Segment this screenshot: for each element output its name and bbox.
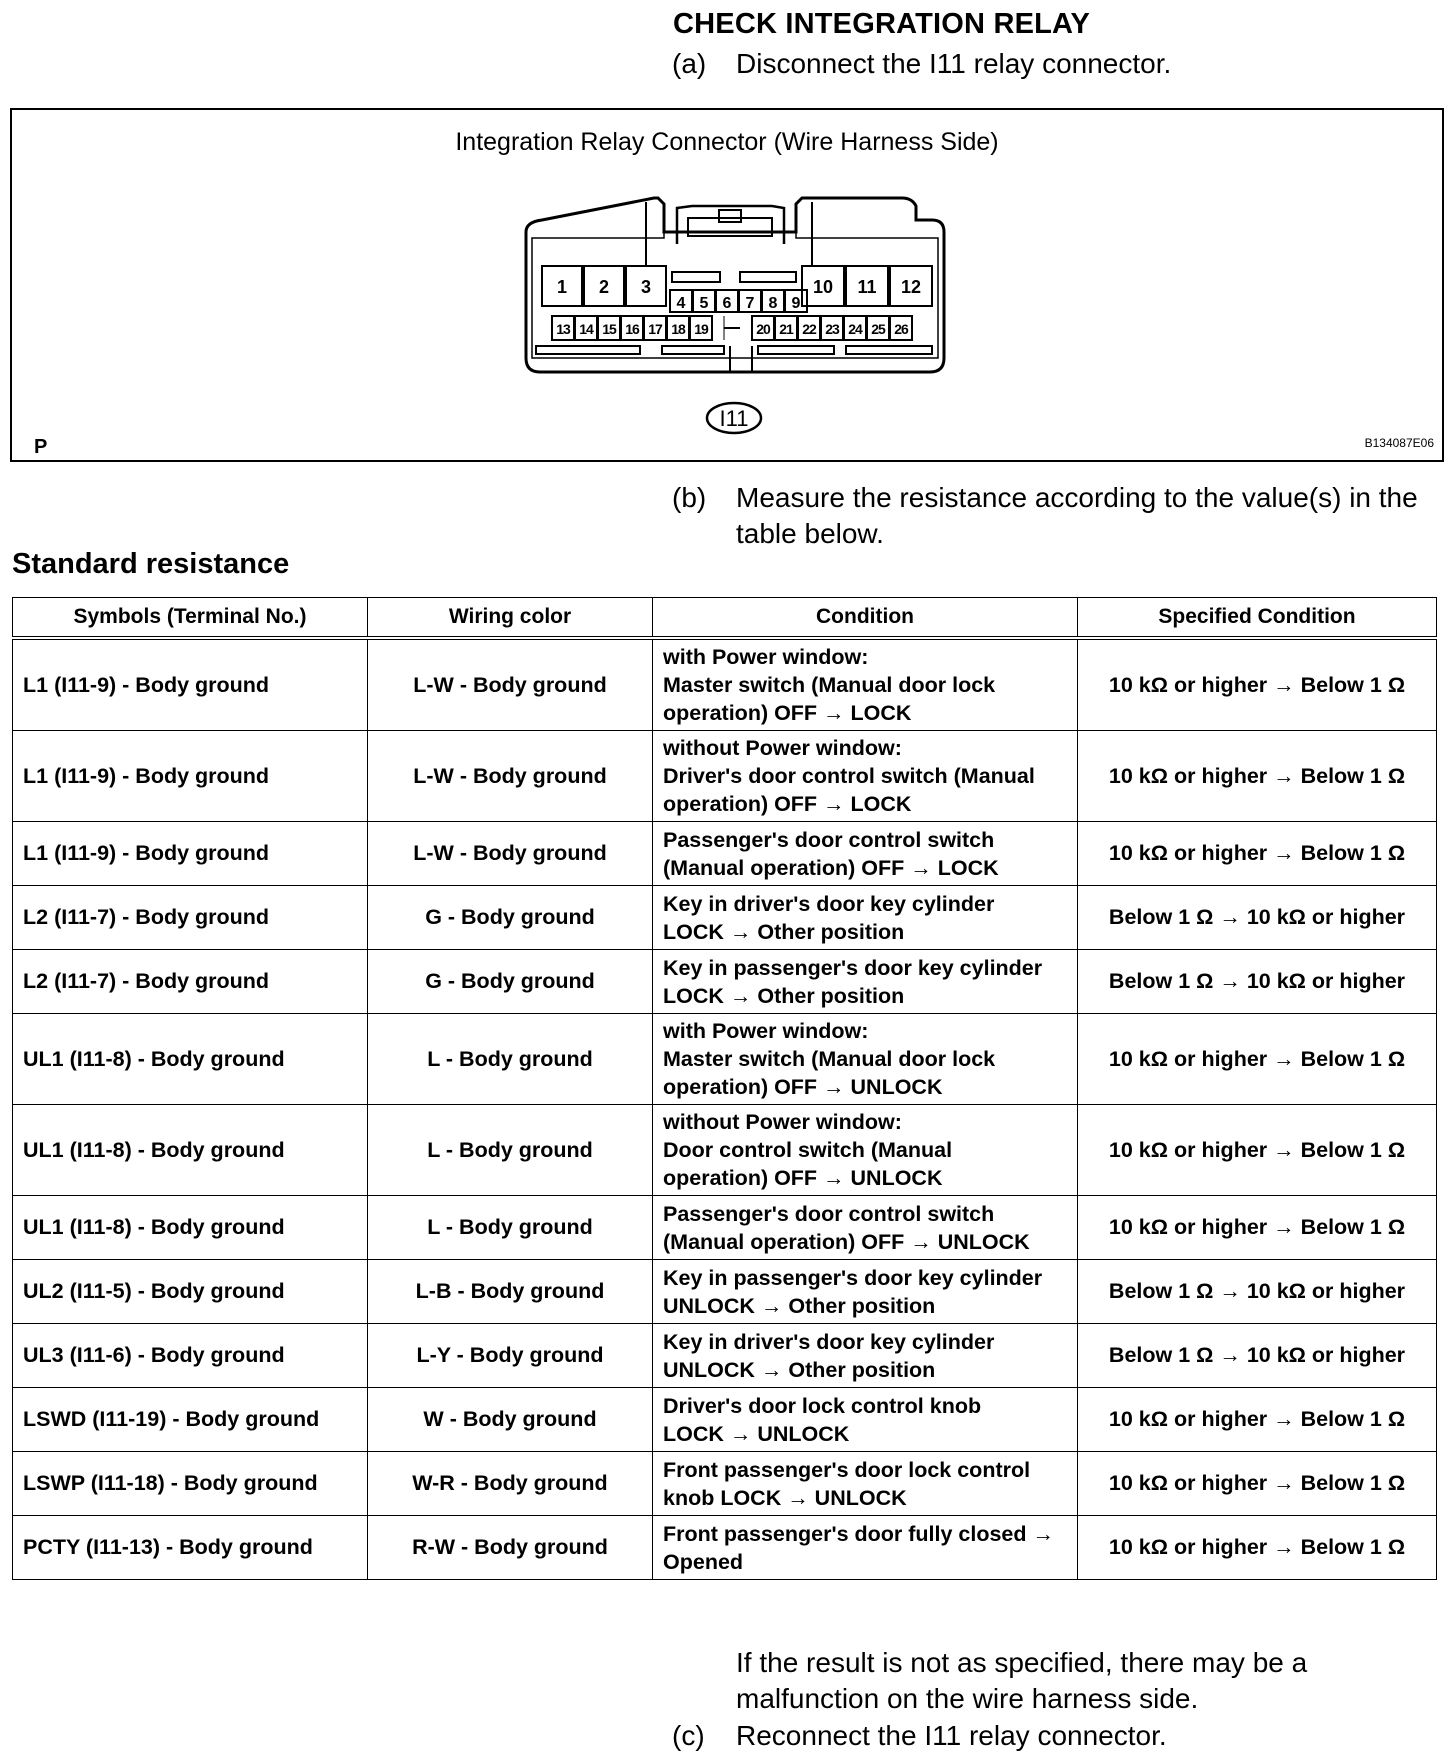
condition-line: Master switch (Manual door lock <box>663 673 996 697</box>
condition-line: without Power window: <box>663 1110 902 1134</box>
cell-symbol: UL3 (I11-6) - Body ground <box>13 1324 368 1388</box>
cell-specified-condition: 10 kΩ or higher → Below 1 Ω <box>1078 1105 1437 1196</box>
cell-condition <box>653 1105 1078 1196</box>
condition-line: (Manual operation) OFF → UNLOCK <box>663 1229 1030 1254</box>
figure-code: B134087E06 <box>1364 436 1434 450</box>
cell-condition <box>653 638 1078 731</box>
cell-condition <box>653 1324 1078 1388</box>
pin-24: 24 <box>848 321 862 337</box>
condition-line: with Power window: <box>663 645 869 669</box>
condition-line: without Power window: <box>663 736 902 760</box>
cell-condition <box>653 1014 1078 1105</box>
cell-symbol: UL1 (I11-8) - Body ground <box>13 1105 368 1196</box>
cell-symbol: L1 (I11-9) - Body ground <box>13 731 368 822</box>
condition-line: UNLOCK → Other position <box>663 1357 936 1382</box>
pin-10: 10 <box>812 277 834 297</box>
cell-symbol: L2 (I11-7) - Body ground <box>13 950 368 1014</box>
cell-wiring-color: W-R - Body ground <box>368 1452 653 1516</box>
connector-figure <box>10 108 1444 462</box>
cell-wiring-color: L-W - Body ground <box>368 731 653 822</box>
condition-line: Driver's door lock control knob <box>663 1393 982 1418</box>
condition-line: Key in passenger's door key cylinder <box>663 955 1043 980</box>
table-row <box>13 1196 1437 1260</box>
step-a <box>672 46 1432 82</box>
cell-wiring-color: R-W - Body ground <box>368 1516 653 1580</box>
cell-symbol: LSWD (I11-19) - Body ground <box>13 1388 368 1452</box>
pin-14: 14 <box>579 321 593 337</box>
pin-25: 25 <box>871 321 885 337</box>
condition-line: LOCK → Other position <box>663 919 905 944</box>
cell-condition <box>653 1452 1078 1516</box>
pin-11: 11 <box>857 277 877 297</box>
pin-26: 26 <box>894 321 908 337</box>
condition-line: operation) OFF → LOCK <box>663 701 912 725</box>
condition-line: operation) OFF → UNLOCK <box>663 1075 943 1099</box>
pin-5: 5 <box>699 295 709 312</box>
condition-line: Front passenger's door fully closed → <box>663 1521 1054 1546</box>
condition-line: Passenger's door control switch <box>663 827 995 852</box>
step-b-label: (b) <box>672 482 707 513</box>
condition-line: Passenger's door control switch <box>663 1201 995 1226</box>
step-c <box>672 1718 1432 1754</box>
connector-id: I11 <box>719 406 749 431</box>
condition-line: knob LOCK → UNLOCK <box>663 1485 907 1510</box>
cell-specified-condition: 10 kΩ or higher → Below 1 Ω <box>1078 731 1437 822</box>
step-b <box>672 480 1452 554</box>
table-row <box>13 1388 1437 1452</box>
pin-16: 16 <box>625 321 639 337</box>
cell-wiring-color: L - Body ground <box>368 1105 653 1196</box>
condition-line: Front passenger's door lock control <box>663 1457 1031 1482</box>
pin-2: 2 <box>598 277 610 297</box>
connector-latch <box>677 206 784 244</box>
standard-resistance-title: Standard resistance <box>12 548 290 580</box>
table-row <box>13 731 1437 822</box>
cell-specified-condition: 10 kΩ or higher → Below 1 Ω <box>1078 638 1437 731</box>
table-row <box>13 638 1437 731</box>
key-slot-left <box>672 272 720 282</box>
cell-wiring-color: L-B - Body ground <box>368 1260 653 1324</box>
pin-15: 15 <box>602 321 616 337</box>
cell-wiring-color: L-W - Body ground <box>368 822 653 886</box>
cell-condition <box>653 1260 1078 1324</box>
pin-22: 22 <box>802 321 816 337</box>
pin-8: 8 <box>768 295 778 312</box>
table-row <box>13 950 1437 1014</box>
condition-line: LOCK → Other position <box>663 983 905 1008</box>
cell-wiring-color: G - Body ground <box>368 886 653 950</box>
key-slot-right <box>740 272 796 282</box>
cell-specified-condition: Below 1 Ω → 10 kΩ or higher <box>1078 950 1437 1014</box>
step-a-text: Disconnect the I11 relay connector. <box>736 48 1172 79</box>
resistance-table <box>12 597 1437 1580</box>
cell-condition <box>653 822 1078 886</box>
page-heading: CHECK INTEGRATION RELAY <box>673 8 1091 40</box>
cell-condition <box>653 886 1078 950</box>
condition-line: UNLOCK → Other position <box>663 1293 936 1318</box>
pin-19: 19 <box>694 321 708 337</box>
cell-condition <box>653 1516 1078 1580</box>
cell-condition <box>653 731 1078 822</box>
pin-21: 21 <box>779 321 793 337</box>
cell-specified-condition: Below 1 Ω → 10 kΩ or higher <box>1078 886 1437 950</box>
cell-specified-condition: Below 1 Ω → 10 kΩ or higher <box>1078 1324 1437 1388</box>
header-specified-condition: Specified Condition <box>1078 598 1437 639</box>
condition-line: Master switch (Manual door lock <box>663 1047 996 1071</box>
cell-symbol: UL1 (I11-8) - Body ground <box>13 1014 368 1105</box>
cell-wiring-color: G - Body ground <box>368 950 653 1014</box>
cell-wiring-color: W - Body ground <box>368 1388 653 1452</box>
pin-20: 20 <box>756 321 770 337</box>
table-row <box>13 886 1437 950</box>
cell-wiring-color: L - Body ground <box>368 1014 653 1105</box>
table-body <box>13 638 1437 1580</box>
cell-specified-condition: 10 kΩ or higher → Below 1 Ω <box>1078 1196 1437 1260</box>
condition-line: LOCK → UNLOCK <box>663 1421 850 1446</box>
table-row <box>13 1516 1437 1580</box>
pin-9: 9 <box>791 295 801 312</box>
condition-line: Opened <box>663 1549 744 1574</box>
cell-specified-condition: 10 kΩ or higher → Below 1 Ω <box>1078 1516 1437 1580</box>
cell-symbol: L1 (I11-9) - Body ground <box>13 638 368 731</box>
cell-specified-condition: 10 kΩ or higher → Below 1 Ω <box>1078 1452 1437 1516</box>
result-note: If the result is not as specified, there may be a malfunction on the wire harness side. <box>736 1647 1308 1714</box>
step-a-label: (a) <box>672 48 707 79</box>
condition-line: Key in passenger's door key cylinder <box>663 1265 1043 1290</box>
cell-wiring-color: L-Y - Body ground <box>368 1324 653 1388</box>
condition-line: Key in driver's door key cylinder <box>663 1329 995 1354</box>
figure-title: Integration Relay Connector (Wire Harness Side) <box>455 128 999 156</box>
table-header-row <box>13 598 1437 639</box>
pin-13: 13 <box>556 321 570 337</box>
cell-specified-condition: 10 kΩ or higher → Below 1 Ω <box>1078 1388 1437 1452</box>
header-wiring-color: Wiring color <box>368 598 653 639</box>
cell-condition <box>653 1388 1078 1452</box>
pin-18: 18 <box>671 321 685 337</box>
table-row <box>13 822 1437 886</box>
pin-17: 17 <box>648 321 662 337</box>
pin-1: 1 <box>556 277 568 297</box>
table-row <box>13 1014 1437 1105</box>
table-row <box>13 1260 1437 1324</box>
header-condition: Condition <box>653 598 1078 639</box>
condition-line: (Manual operation) OFF → LOCK <box>663 855 999 880</box>
cell-symbol: UL2 (I11-5) - Body ground <box>13 1260 368 1324</box>
table-row <box>13 1324 1437 1388</box>
cell-symbol: PCTY (I11-13) - Body ground <box>13 1516 368 1580</box>
table-row <box>13 1105 1437 1196</box>
cell-condition <box>653 950 1078 1014</box>
condition-line: Key in driver's door key cylinder <box>663 891 995 916</box>
condition-line: with Power window: <box>663 1019 869 1043</box>
step-b-text: Measure the resistance according to the value(s) in the table below. <box>736 482 1418 549</box>
condition-line: Door control switch (Manual <box>663 1138 953 1162</box>
cell-symbol: L2 (I11-7) - Body ground <box>13 886 368 950</box>
pin-23: 23 <box>825 321 839 337</box>
header-symbols: Symbols (Terminal No.) <box>13 598 368 639</box>
cell-symbol: LSWP (I11-18) - Body ground <box>13 1452 368 1516</box>
cell-specified-condition: 10 kΩ or higher → Below 1 Ω <box>1078 1014 1437 1105</box>
mid-pins <box>670 290 807 312</box>
condition-line: Driver's door control switch (Manual <box>663 764 1035 788</box>
pin-6: 6 <box>722 295 732 312</box>
cell-symbol: UL1 (I11-8) - Body ground <box>13 1196 368 1260</box>
pin-7: 7 <box>745 295 755 312</box>
cell-condition <box>653 1196 1078 1260</box>
table-row <box>13 1452 1437 1516</box>
cell-specified-condition: 10 kΩ or higher → Below 1 Ω <box>1078 822 1437 886</box>
step-c-label: (c) <box>672 1720 705 1751</box>
cell-symbol: L1 (I11-9) - Body ground <box>13 822 368 886</box>
cell-wiring-color: L-W - Body ground <box>368 638 653 731</box>
latch-center <box>719 210 741 222</box>
figure-corner-label: P <box>34 436 48 458</box>
step-c-text: Reconnect the I11 relay connector. <box>736 1720 1167 1751</box>
condition-line: operation) OFF → UNLOCK <box>663 1166 943 1190</box>
connector-diagram <box>12 110 1442 460</box>
pin-3: 3 <box>640 277 652 297</box>
cell-wiring-color: L - Body ground <box>368 1196 653 1260</box>
pin-12: 12 <box>900 277 922 297</box>
cell-specified-condition: Below 1 Ω → 10 kΩ or higher <box>1078 1260 1437 1324</box>
pin-4: 4 <box>676 295 686 312</box>
condition-line: operation) OFF → LOCK <box>663 792 912 816</box>
